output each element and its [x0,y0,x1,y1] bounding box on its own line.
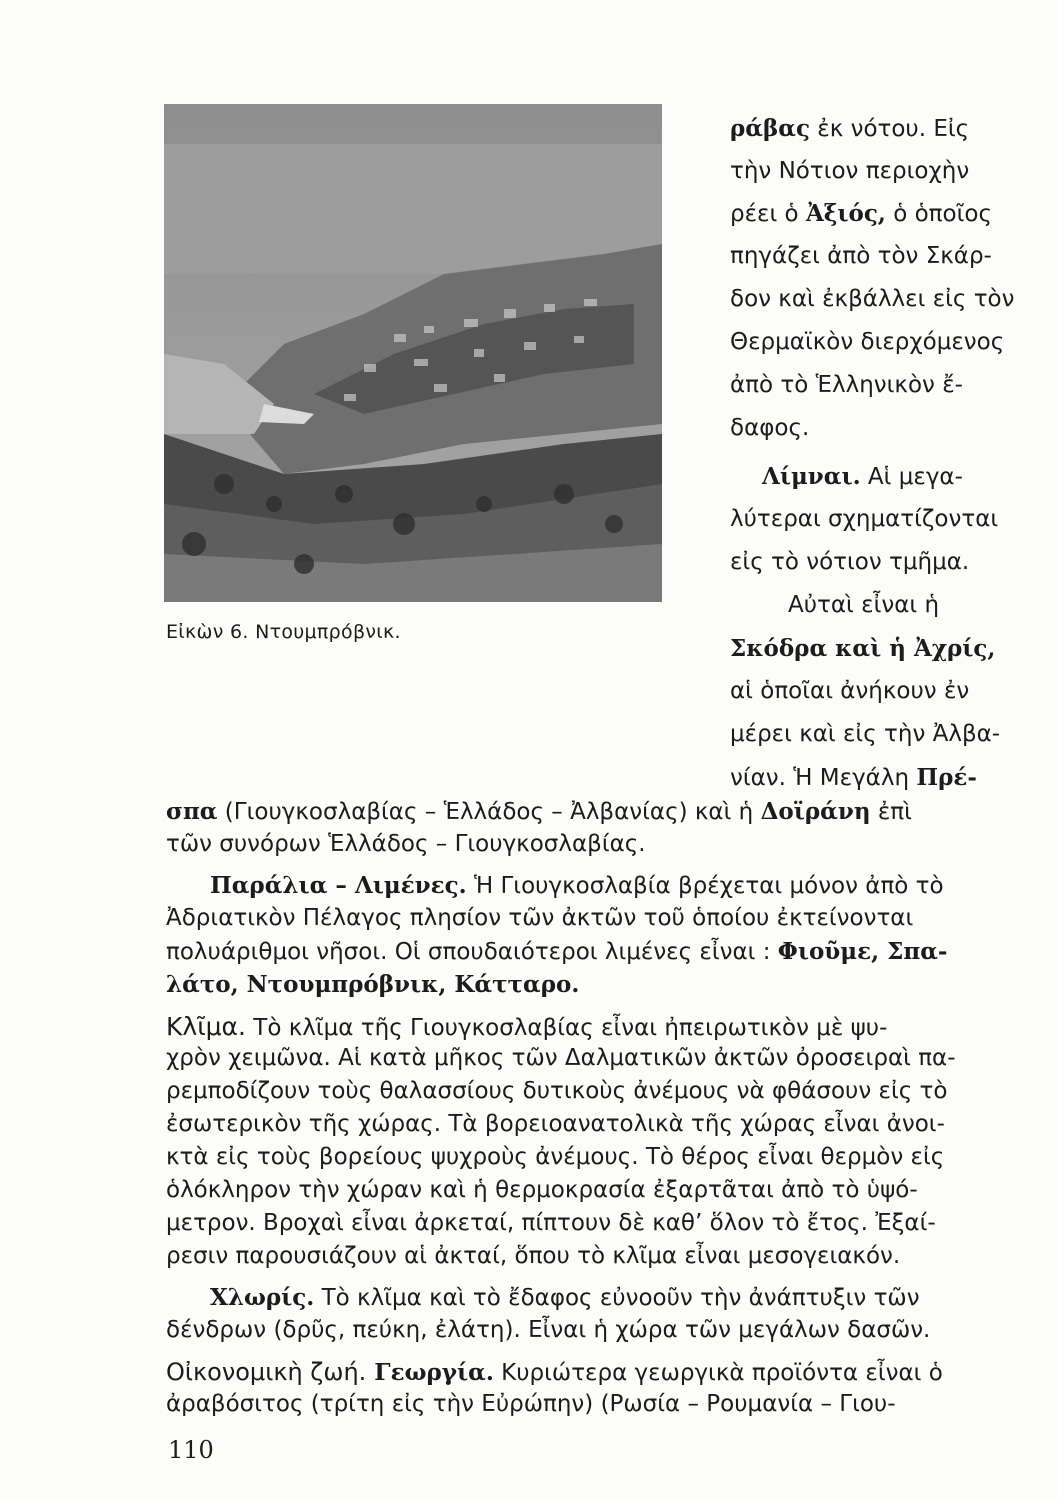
text-run: Αἱ μεγα- [860,464,963,490]
text-line: χρὸν χειμῶνα. Αἱ κατὰ μῆκος τῶν Δαλματικῶν ἀκτῶν ὀροσειραὶ πα- [166,1045,956,1071]
photo-dubrovnik [164,104,662,602]
text-line: ἀπὸ τὸ Ἑλληνικὸν ἔ- [730,372,963,398]
text-line: λάτο, Ντουμπρόβνικ, Κάτταρο. [166,971,580,998]
text-line [730,766,977,790]
section-heading: Χλωρίς. [210,1284,315,1311]
text-run: πολυάριθμοι νῆσοι. Οἱ σπουδαιότεροι λιμένες εἶναι : [166,939,778,965]
text-run: Κυριώτερα γεωργικὰ προϊόντα εἶναι ὁ [493,1360,943,1386]
text-line: δένδρων (δρῦς, πεύκη, ἐλάτη). Εἶναι ἡ χώρα τῶν μεγάλων δασῶν. [166,1317,931,1343]
text-run: ἐπὶ [870,799,912,825]
section-heading: Οἰκονομικὴ ζωή. [166,1358,367,1386]
text-line: πηγάζει ἀπὸ τὸν Σκάρ- [730,243,992,269]
text-line: αἱ ὁποῖαι ἀνήκουν ἐν [730,678,970,704]
text-run: ἐκ νότου. Εἰς [809,116,970,142]
figure-caption: Εἰκὼν 6. Ντουμπρόβνικ. [166,621,401,643]
bold-term: Δοϊράνη [760,798,871,825]
text-line [166,1014,887,1040]
text-line: ἐσωτερικὸν τῆς χώρας. Τὰ βορειοανατολικὰ τῆς χώρας εἶναι ἀνοι- [166,1111,945,1137]
text-line: τὴν Νότιον περιοχὴν [730,158,970,184]
section-heading: Παράλια – Λιμένες. [210,872,467,899]
text-line: δαφος. [730,415,810,441]
bold-term: Γεωργία. [366,1359,494,1386]
text-line: δον καὶ ἐκβάλλει εἰς τὸν [730,286,1015,312]
text-line: εἰς τὸ νότιον τμῆμα. [730,549,970,575]
bold-term: ράβας [730,115,810,142]
text-line [166,800,912,824]
text-line [762,465,963,489]
text-run: (Γιουγκοσλαβίας – Ἑλλάδος – Ἀλβανίας) καὶ ἡ [217,799,761,825]
bold-term: Πρέ- [916,764,977,791]
bold-term: Λίμναι. [762,463,861,490]
text-line [210,874,944,898]
text-line: λύτεραι σχηματίζονται [730,506,999,532]
text-run: νίαν. Ἡ Μεγάλη [730,765,917,791]
text-line: τῶν συνόρων Ἑλλάδος – Γιουγκοσλαβίας. [166,831,646,857]
bold-term: σπα [166,798,218,825]
text-line: Σκόδρα καὶ ἡ Ἀχρίς, [730,635,996,662]
text-run: Τὸ κλῖμα τῆς Γιουγκοσλαβίας εἶναι ἠπειρωτικὸν μὲ ψυ- [245,1015,888,1041]
text-line [730,117,969,141]
bold-term: Φιοῦμε, Σπα- [777,938,948,965]
text-line: ἀραβόσιτος (τρίτη εἰς τὴν Εὐρώπην) (Ρωσία – Ρουμανία – Γιου- [166,1391,896,1417]
text-line: μετρον. Βροχαὶ εἶναι ἀρκεταί, πίπτουν δὲ καθ’ ὅλον τὸ ἔτος. Ἐξαί- [166,1210,936,1236]
text-run: Ἡ Γιουγκοσλαβία βρέχεται μόνον ἀπὸ τὸ [466,873,944,899]
text-line [166,940,947,964]
text-line [210,1286,920,1310]
text-line: μέρει καὶ εἰς τὴν Ἀλβα- [730,721,1001,747]
text-line [730,202,992,226]
text-run: Τὸ κλῖμα καὶ τὸ ἔδαφος εὐνοοῦν τὴν ἀνάπτυξιν τῶν [314,1285,920,1311]
text-line: κτὰ εἰς τοὺς βορείους ψυχροὺς ἀνέμους. Τὸ θέρος εἶναι θερμὸν εἰς [166,1144,945,1170]
text-run: ὁ ὁποῖος [885,201,992,227]
text-line: ρεμποδίζουν τοὺς θαλασσίους δυτικοὺς ἀνέμους νὰ φθάσουν εἰς τὸ [166,1078,948,1104]
text-run: ρέει ὁ [730,201,806,227]
text-line [166,1360,943,1385]
text-line: ρεσιν παρουσιάζουν αἱ ἀκταί, ὅπου τὸ κλῖμα εἶναι μεσογειακόν. [166,1243,901,1269]
text-line: Αὐταὶ εἶναι ἡ [788,592,940,618]
section-heading: Κλῖμα. [166,1012,246,1041]
text-line: ὁλόκληρον τὴν χώραν καὶ ἡ θερμοκρασία ἐξαρτᾶται ἀπὸ τὸ ὑψό- [166,1177,918,1203]
bold-term: Ἀξιός, [805,200,886,227]
page-number: 110 [168,1436,214,1464]
text-line: Ἀδριατικὸν Πέλαγος πλησίον τῶν ἀκτῶν τοῦ ὁποίου ἐκτείνονται [166,905,914,931]
text-line: Θερμαϊκὸν διερχόμενος [730,329,1005,355]
